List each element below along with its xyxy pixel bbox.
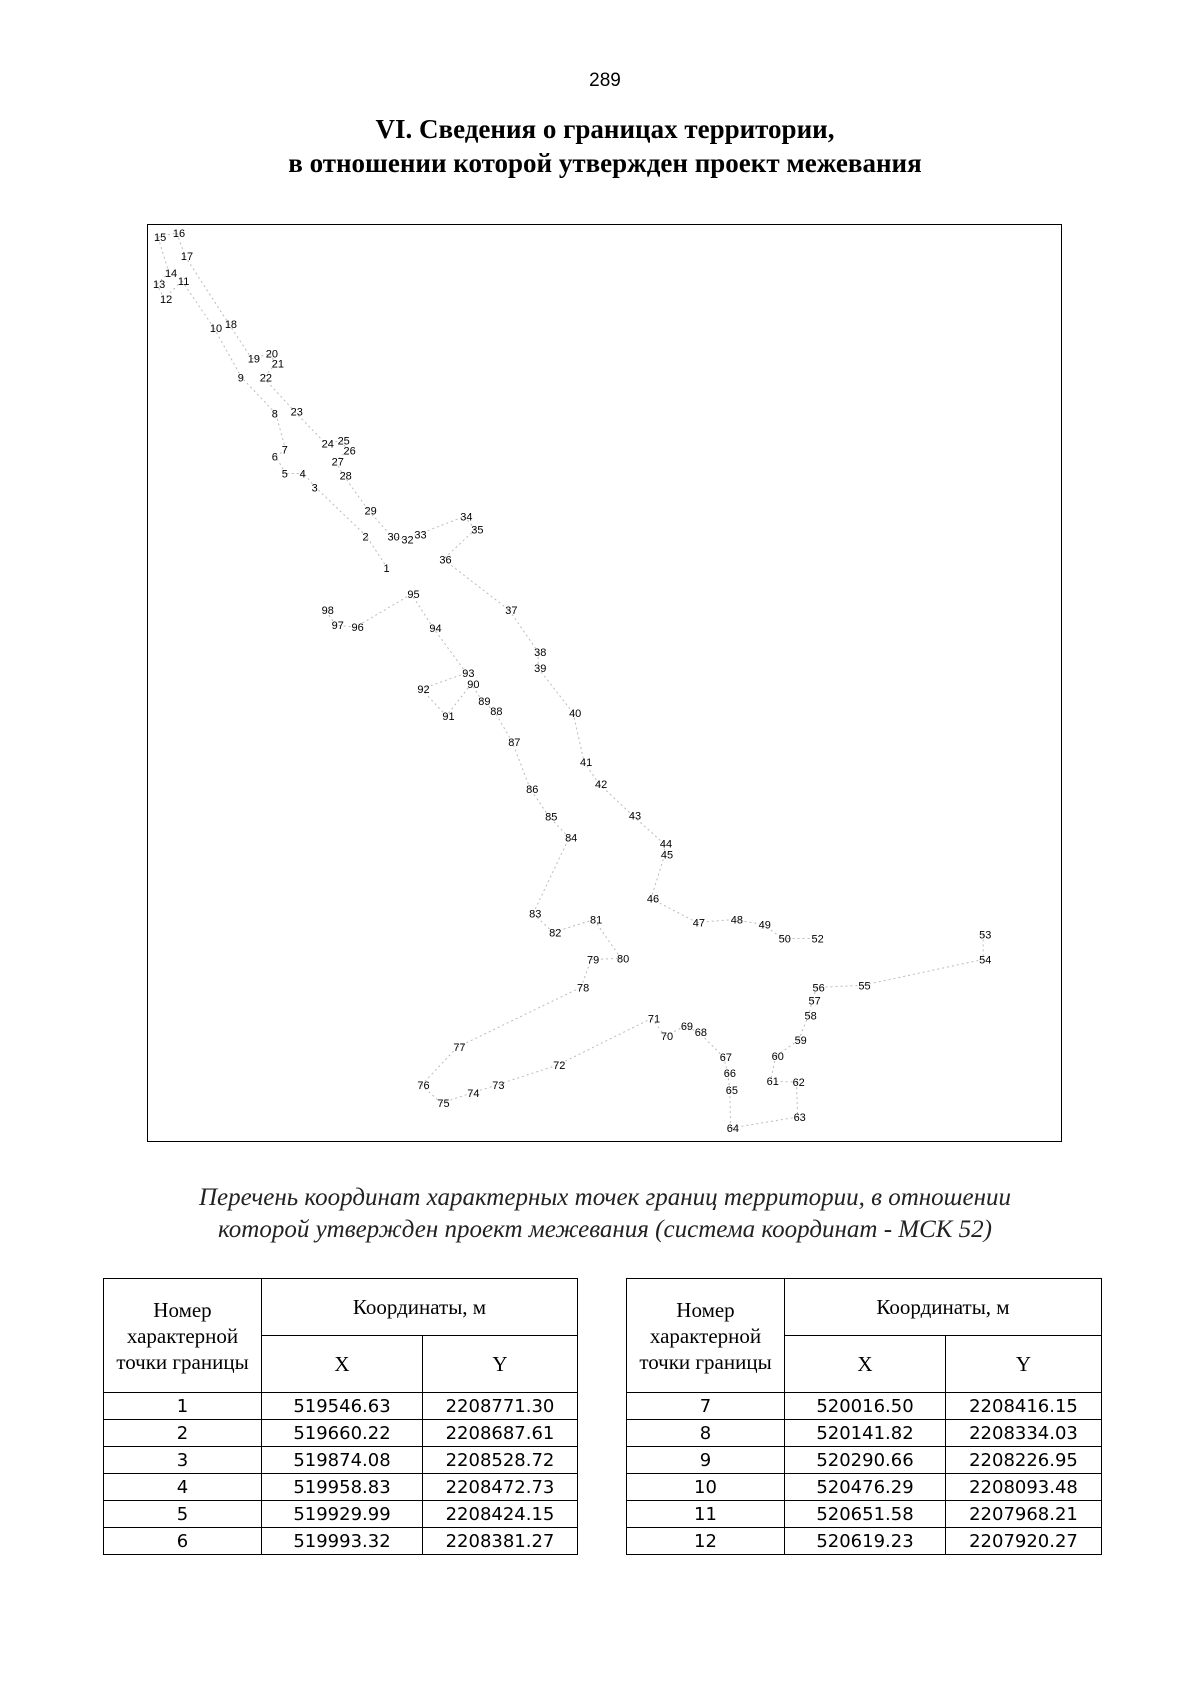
boundary-point-label: 9	[237, 372, 244, 385]
header-point-number: Номер характерной точки границы	[104, 1279, 262, 1393]
cell-point-number: 7	[627, 1393, 785, 1420]
cell-y: 2208528.72	[423, 1447, 578, 1474]
boundary-point-label: 38	[534, 647, 547, 660]
cell-y: 2208226.95	[946, 1447, 1102, 1474]
boundary-point-label: 65	[725, 1085, 738, 1098]
boundary-point-labels	[153, 228, 991, 1135]
boundary-point-label: 73	[492, 1080, 505, 1093]
cell-x: 520651.58	[785, 1501, 946, 1528]
boundary-point-label: 25	[337, 435, 350, 448]
cell-x: 519929.99	[262, 1501, 423, 1528]
cell-y: 2208424.15	[423, 1501, 578, 1528]
boundary-point-label: 79	[587, 954, 600, 967]
boundary-point-label: 5	[281, 468, 288, 481]
cell-y: 2208771.30	[423, 1393, 578, 1420]
table-row	[627, 1501, 1102, 1528]
boundary-point-label: 7	[281, 444, 288, 457]
boundary-segment	[573, 713, 584, 762]
boundary-point-label: 62	[792, 1077, 805, 1090]
boundary-point-label: 18	[224, 318, 238, 331]
boundary-point-label: 95	[407, 589, 420, 602]
section-title-line-2: в отношении которой утвержден проект межевания	[288, 148, 922, 178]
boundary-point-label: 44	[659, 838, 673, 851]
cell-point-number: 2	[104, 1420, 262, 1447]
table-row	[104, 1528, 578, 1555]
boundary-point-label: 40	[569, 707, 582, 720]
section-title	[0, 112, 1200, 180]
boundary-point-label: 77	[453, 1042, 466, 1055]
cell-point-number: 3	[104, 1447, 262, 1474]
table-row	[627, 1393, 1102, 1420]
boundary-point-label: 92	[417, 683, 430, 696]
boundary-point-label: 36	[439, 554, 452, 567]
boundary-segment	[316, 487, 367, 536]
boundary-point-label: 94	[429, 623, 442, 636]
boundary-point-label: 24	[321, 438, 334, 451]
boundary-point-label: 97	[331, 620, 344, 633]
boundary-point-label: 46	[646, 893, 660, 906]
boundary-segment	[557, 1018, 652, 1065]
boundary-point-label: 90	[467, 678, 480, 691]
cell-x: 519660.22	[262, 1420, 423, 1447]
cell-y: 2208687.61	[423, 1420, 578, 1447]
boundary-point-label: 86	[526, 783, 539, 796]
cell-x: 519874.08	[262, 1447, 423, 1474]
boundary-point-label: 96	[351, 622, 364, 635]
table-row	[104, 1474, 578, 1501]
boundary-point-label: 20	[265, 348, 278, 361]
boundary-point-label: 60	[771, 1051, 784, 1064]
boundary-point-label: 56	[812, 982, 825, 995]
table-row	[104, 1501, 578, 1528]
boundary-point-label: 66	[723, 1068, 736, 1081]
boundary-point-label: 26	[343, 445, 356, 458]
cell-x: 519993.32	[262, 1528, 423, 1555]
boundary-point-label: 29	[364, 505, 377, 518]
boundary-point-label: 78	[577, 982, 590, 995]
boundary-point-label: 70	[660, 1031, 674, 1044]
boundary-point-label: 89	[478, 695, 491, 708]
boundary-point-label: 19	[247, 353, 260, 366]
coordinates-caption-line-1: Перечень координат характерных точек границ территории, в отношении	[198, 1184, 1012, 1211]
boundary-point-label: 83	[529, 908, 542, 921]
boundary-point-label: 63	[793, 1112, 806, 1125]
boundary-segment	[731, 1117, 798, 1128]
boundary-point-label: 69	[680, 1021, 694, 1034]
coordinates-table-left	[103, 1278, 578, 1555]
boundary-point-label: 45	[660, 849, 674, 862]
boundary-point-label: 21	[271, 358, 284, 371]
cell-y: 2208416.15	[946, 1393, 1102, 1420]
boundary-point-label: 11	[177, 275, 190, 288]
boundary-point-label: 47	[692, 917, 706, 930]
boundary-point-label: 93	[462, 668, 475, 681]
boundary-point-label: 23	[290, 406, 303, 419]
boundary-point-label: 52	[811, 933, 824, 946]
cell-point-number: 10	[627, 1474, 785, 1501]
boundary-point-label: 2	[362, 531, 369, 544]
boundary-point-label: 48	[730, 914, 743, 927]
boundary-point-label: 85	[545, 811, 558, 824]
table-row	[104, 1447, 578, 1474]
boundary-segment	[356, 594, 412, 627]
cell-x: 519546.63	[262, 1393, 423, 1420]
boundary-point-label: 22	[259, 372, 272, 385]
boundary-segment	[533, 838, 569, 914]
boundary-point-label: 4	[299, 468, 306, 481]
cell-point-number: 5	[104, 1501, 262, 1528]
boundary-segment	[185, 256, 229, 324]
table-row	[627, 1420, 1102, 1447]
boundary-point-label: 98	[321, 605, 334, 618]
boundary-segment	[496, 1065, 557, 1085]
boundary-point-label: 53	[979, 929, 992, 942]
boundary-point-label: 54	[979, 954, 992, 967]
boundary-point-label: 30	[387, 531, 400, 544]
cell-point-number: 4	[104, 1474, 262, 1501]
boundary-point-label: 33	[414, 529, 427, 542]
cell-point-number: 9	[627, 1447, 785, 1474]
coordinates-caption-line-2: которой утвержден проект межевания (система координат - МСК 52)	[218, 1216, 992, 1243]
boundary-point-label: 41	[580, 756, 593, 769]
boundary-segment	[182, 281, 214, 328]
cell-point-number: 1	[104, 1393, 262, 1420]
boundary-point-label: 72	[553, 1060, 566, 1073]
cell-point-number: 8	[627, 1420, 785, 1447]
coordinates-caption	[60, 1182, 1150, 1246]
boundary-point-label: 17	[180, 250, 194, 263]
boundary-point-label: 76	[417, 1080, 430, 1093]
table-row	[627, 1447, 1102, 1474]
header-coordinates: Координаты, м	[262, 1279, 578, 1336]
cell-y: 2208381.27	[423, 1528, 578, 1555]
boundary-point-label: 61	[766, 1076, 779, 1089]
boundary-point-label: 67	[719, 1052, 732, 1065]
cell-y: 2208093.48	[946, 1474, 1102, 1501]
cell-y: 2208334.03	[946, 1420, 1102, 1447]
boundary-point-label: 81	[590, 914, 603, 927]
cell-y: 2207920.27	[946, 1528, 1102, 1555]
cell-x: 520290.66	[785, 1447, 946, 1474]
page-number: 289	[589, 70, 621, 91]
boundary-point-label: 14	[164, 267, 178, 280]
boundary-point-label: 55	[858, 980, 871, 993]
boundary-point-label: 8	[271, 408, 278, 421]
cell-x: 520141.82	[785, 1420, 946, 1447]
header-y: Y	[423, 1336, 578, 1393]
boundary-point-label: 15	[153, 231, 167, 244]
boundary-point-label: 59	[794, 1035, 807, 1048]
cell-point-number: 12	[627, 1528, 785, 1555]
coordinates-table-right	[626, 1278, 1102, 1555]
boundary-point-label: 34	[460, 511, 473, 524]
boundary-point-label: 82	[549, 927, 562, 940]
boundary-point-label: 68	[694, 1027, 708, 1040]
cell-x: 520016.50	[785, 1393, 946, 1420]
boundary-point-label: 64	[726, 1123, 739, 1136]
boundary-point-label: 37	[505, 605, 518, 618]
boundary-point-label: 80	[616, 953, 630, 966]
boundary-segment	[512, 742, 530, 789]
boundary-point-label: 75	[437, 1098, 450, 1111]
boundary-point-label: 43	[628, 810, 642, 823]
boundary-point-label: 12	[159, 293, 173, 306]
boundary-point-label: 84	[565, 832, 578, 845]
boundary-segment	[214, 328, 242, 378]
cell-y: 2208472.73	[423, 1474, 578, 1501]
boundary-point-label: 28	[339, 470, 352, 483]
boundary-point-label: 35	[471, 524, 484, 537]
boundary-segment	[443, 559, 509, 610]
cell-x: 520619.23	[785, 1528, 946, 1555]
header-x: X	[262, 1336, 423, 1393]
cell-y: 2207968.21	[946, 1501, 1102, 1528]
cell-point-number: 6	[104, 1528, 262, 1555]
boundary-point-label: 74	[467, 1088, 480, 1101]
boundary-point-label: 49	[758, 919, 771, 932]
cell-x: 520476.29	[785, 1474, 946, 1501]
table-row	[104, 1420, 578, 1447]
section-title-line-1: VI. Сведения о границах территории,	[375, 114, 835, 144]
boundary-point-label: 1	[383, 563, 390, 576]
boundary-map-drawing	[148, 225, 1061, 1141]
cell-point-number: 11	[627, 1501, 785, 1528]
boundary-point-label: 32	[401, 534, 414, 547]
boundary-point-label: 88	[490, 705, 503, 718]
boundary-point-label: 13	[152, 278, 166, 291]
header-y: Y	[946, 1336, 1102, 1393]
table-row	[104, 1393, 578, 1420]
boundary-point-label: 3	[311, 482, 318, 495]
boundary-point-label: 71	[647, 1013, 661, 1026]
boundary-point-label: 58	[804, 1010, 817, 1023]
boundary-point-label: 42	[595, 778, 608, 791]
boundary-point-label: 10	[209, 322, 223, 335]
boundary-segment	[862, 959, 983, 985]
boundary-map	[147, 224, 1062, 1142]
cell-x: 519958.83	[262, 1474, 423, 1501]
boundary-point-label: 87	[508, 736, 521, 749]
table-row	[627, 1474, 1102, 1501]
boundary-point-label: 39	[534, 663, 547, 676]
boundary-point-label: 16	[172, 227, 186, 240]
boundary-point-label: 91	[442, 710, 455, 723]
boundary-point-label: 6	[271, 451, 278, 464]
boundary-segment	[457, 987, 581, 1047]
header-coordinates: Координаты, м	[785, 1279, 1102, 1336]
header-point-number: Номер характерной точки границы	[627, 1279, 785, 1393]
table-row	[627, 1528, 1102, 1555]
boundary-point-label: 27	[331, 456, 344, 469]
boundary-point-label: 50	[778, 933, 791, 946]
boundary-point-label: 57	[808, 995, 821, 1008]
header-x: X	[785, 1336, 946, 1393]
